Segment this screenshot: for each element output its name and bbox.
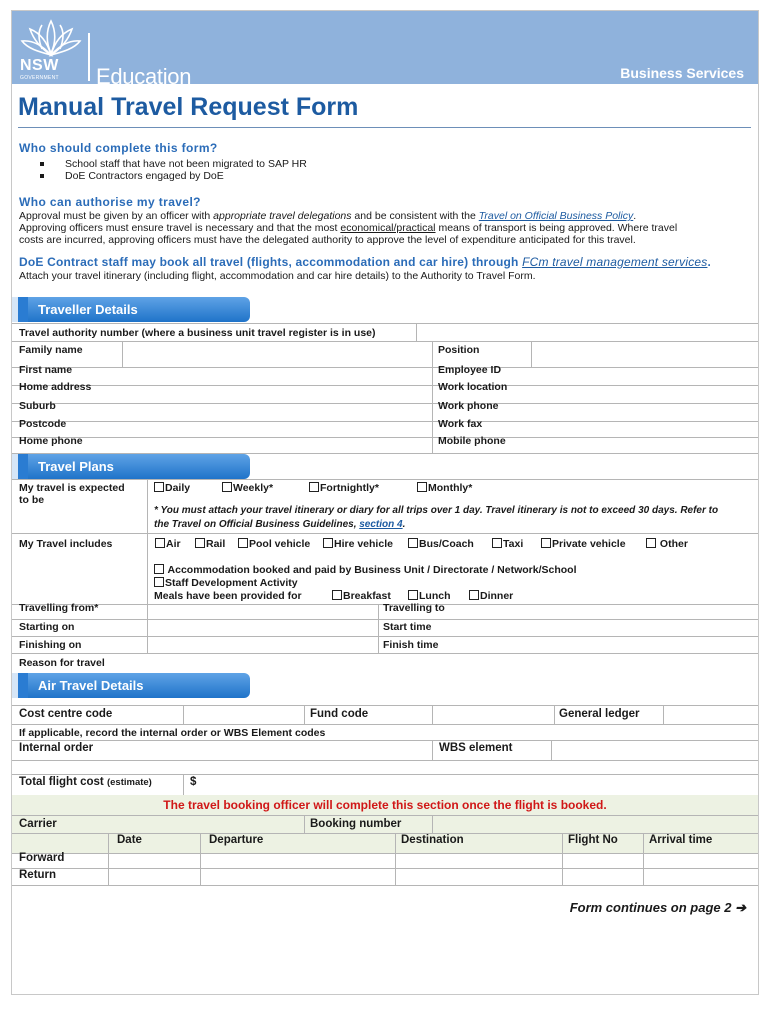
freq-daily[interactable]: Daily <box>154 482 190 494</box>
policy-link[interactable]: Travel on Official Business Policy <box>478 210 634 222</box>
mode-pool-vehicle[interactable]: Pool vehicle <box>238 538 310 550</box>
logo-government-text: GOVERNMENT <box>20 75 59 81</box>
freq-weekly[interactable]: Weekly* <box>222 482 273 494</box>
fcm-link[interactable]: FCm travel management services <box>522 255 708 269</box>
start-time-label: Start time <box>383 621 432 633</box>
work-location-label: Work location <box>438 381 508 393</box>
col-arrival-time: Arrival time <box>649 834 713 846</box>
carrier-label: Carrier <box>19 818 57 830</box>
bus-coach-checkbox[interactable] <box>408 538 418 548</box>
meal-breakfast[interactable]: Breakfast <box>332 590 391 602</box>
doe-contract-heading: DoE Contract staff may book all travel (flights, accommodation and car hire) through FCm travel management services. <box>19 255 712 269</box>
meals-label: Meals have been provided for <box>154 590 302 602</box>
home-address-label: Home address <box>19 381 92 393</box>
finish-time-label: Finish time <box>383 639 439 651</box>
return-label: Return <box>19 869 57 881</box>
breakfast-checkbox[interactable] <box>332 590 342 600</box>
authorise-paragraph: Approval must be given by an officer with appropriate travel delegations and be consistent with the Travel on Official Business Policy. Approving officers must ensure travel is necessary and that the most economical/practical means of transport is being approved. Where travel costs are incurred, approving officers must have the delegated authority to approve the level of expenditure anticipated for this travel. <box>19 210 678 246</box>
meal-lunch[interactable]: Lunch <box>408 590 451 602</box>
starting-on-label: Starting on <box>19 621 75 633</box>
logo-divider <box>88 33 90 81</box>
reason-label: Reason for travel <box>19 657 105 669</box>
travelling-from-label: Travelling from* <box>19 602 99 614</box>
accommodation-checkbox[interactable] <box>154 564 164 574</box>
authority-number-label: Travel authority number (where a business unit travel register is in use) <box>19 327 376 339</box>
logo-nsw-text: NSW <box>20 57 59 74</box>
internal-order-label: Internal order <box>19 742 94 754</box>
mode-private-vehicle[interactable]: Private vehicle <box>541 538 626 550</box>
page-title: Manual Travel Request Form <box>18 93 359 121</box>
taxi-checkbox[interactable] <box>492 538 502 548</box>
title-divider <box>18 127 751 128</box>
home-phone-label: Home phone <box>19 435 83 447</box>
weekly-checkbox[interactable] <box>222 482 232 492</box>
header-banner <box>12 11 758 89</box>
suburb-label: Suburb <box>19 400 56 412</box>
position-label: Position <box>438 344 480 356</box>
pool-vehicle-checkbox[interactable] <box>238 538 248 548</box>
col-destination: Destination <box>401 834 464 846</box>
form-continues-note: Form continues on page 2 ➔ <box>569 900 746 915</box>
col-date: Date <box>117 834 142 846</box>
mode-hire-vehicle[interactable]: Hire vehicle <box>323 538 393 550</box>
booking-number-label: Booking number <box>310 818 402 830</box>
itinerary-note-2: the Travel on Official Business Guidelines, section 4. <box>154 519 406 530</box>
first-name-label: First name <box>19 364 73 376</box>
air-travel-tab: Air Travel Details <box>12 673 250 698</box>
wbs-note: If applicable, record the internal order or WBS Element codes <box>19 727 326 739</box>
travel-plans-tab: Travel Plans <box>12 454 250 479</box>
col-departure: Departure <box>209 834 264 846</box>
doe-contract-text: Attach your travel itinerary (including flight, accommodation and car hire details) to the Authority to Travel Form. <box>19 270 536 282</box>
col-flight-no: Flight No <box>568 834 618 846</box>
dinner-checkbox[interactable] <box>469 590 479 600</box>
wbs-element-label: WBS element <box>439 742 513 754</box>
forward-label: Forward <box>19 852 65 864</box>
mode-taxi[interactable]: Taxi <box>492 538 523 550</box>
freq-fortnightly[interactable]: Fortnightly* <box>309 482 379 494</box>
fortnightly-checkbox[interactable] <box>309 482 319 492</box>
mode-other[interactable]: Other <box>646 538 688 550</box>
general-ledger-label: General ledger <box>559 708 640 720</box>
includes-label: My Travel includes <box>19 538 113 550</box>
monthly-checkbox[interactable] <box>417 482 427 492</box>
daily-checkbox[interactable] <box>154 482 164 492</box>
finishing-on-label: Finishing on <box>19 639 82 651</box>
dollar-sign: $ <box>190 776 197 788</box>
section-4-link[interactable]: section 4 <box>359 519 403 530</box>
business-services-label: Business Services <box>620 65 744 81</box>
booking-officer-note: The travel booking officer will complete this section once the flight is booked. <box>163 798 607 812</box>
logo-education-text: Education <box>96 64 192 89</box>
hire-vehicle-checkbox[interactable] <box>323 538 333 548</box>
travelling-to-label: Travelling to <box>383 602 445 614</box>
staff-development-checkbox[interactable] <box>154 577 164 587</box>
waratah-icon <box>20 19 82 57</box>
work-fax-label: Work fax <box>438 418 483 430</box>
nsw-education-logo <box>20 19 205 89</box>
lunch-checkbox[interactable] <box>408 590 418 600</box>
work-phone-label: Work phone <box>438 400 499 412</box>
mobile-phone-label: Mobile phone <box>438 435 506 447</box>
mode-air[interactable]: Air <box>155 538 181 550</box>
employee-id-label: Employee ID <box>438 364 502 376</box>
family-name-label: Family name <box>19 344 83 356</box>
air-checkbox[interactable] <box>155 538 165 548</box>
meal-dinner[interactable]: Dinner <box>469 590 513 602</box>
staff-development-option[interactable]: Staff Development Activity <box>154 577 298 589</box>
other-checkbox[interactable] <box>646 538 656 548</box>
form-page: NSW GOVERNMENT Education Business Services Manual Travel Request Form Who should complete this form? School staff that have not been migrated to SAP HR DoE Contractors engaged by DoE Who can authorise my travel? Approval must be given by an officer with appropriate travel delegations and be consistent with the Travel on Official Business Policy. Approving officers must ensure travel is necessary and that the most economical/practical means of transport is being approved. Where travel costs are incurred, approving officers must have the delegated authority to approve the level of expenditure anticipated for this travel. DoE Contract staff may book all travel (flights, accommodation and car hire) through FCm travel management services. Attach your travel itinerary (including flight, accommodation and car hire details) to the Authority to Travel Form. Traveller Details Travel authority number (where a business unit travel register is in use) Family name First name Home address Suburb Postcode Home phone Position Employee ID Work location Work phone Work fax Mobile phone Travel Plans My travel is expected to be Daily Weekly* Fortnightly* Monthly* * You must attach your travel itinerary or diary for all trips over 1 day. Travel itinerary is not to exceed 30 days. Refer to the Travel on Official Business Guidelines, section 4. My Travel includes Air Rail Pool vehicle Hire vehicle Bus/Coach Taxi Private vehicle Other Accommodation booked and paid by Business Unit / Directorate / Network/School Staff Development Activity Meals have been provided for Breakfast Lunch Dinner Travelling from* Travelling to Starting on Start time Finishing on Finish time Reason for travel Air Travel Details Cost centre code Fund code General ledger If applicable, record the internal order or WBS Element codes Internal order WBS element Total flight cost (estimate) $ The travel booking officer will complete this section once the flight is booked. Carrier Booking number Date Departure Destination Flight No Arrival time Forward Return Form continues on page 2 ➔ <box>11 10 759 995</box>
accommodation-option[interactable]: Accommodation booked and paid by Business Unit / Directorate / Network/School <box>154 564 577 576</box>
rail-checkbox[interactable] <box>195 538 205 548</box>
who-authorise-heading: Who can authorise my travel? <box>19 195 201 209</box>
itinerary-note-1: * You must attach your travel itinerary or diary for all trips over 1 day. Travel itinerary is not to exceed 30 days. Refer to <box>154 505 719 516</box>
postcode-label: Postcode <box>19 418 67 430</box>
mode-rail[interactable]: Rail <box>195 538 225 550</box>
mode-bus-coach[interactable]: Bus/Coach <box>408 538 474 550</box>
total-flight-cost-label: Total flight cost (estimate) <box>19 776 152 788</box>
private-vehicle-checkbox[interactable] <box>541 538 551 548</box>
expected-label: My travel is expected to be <box>19 482 125 506</box>
freq-monthly[interactable]: Monthly* <box>417 482 472 494</box>
traveller-details-tab: Traveller Details <box>12 297 250 322</box>
fund-code-label: Fund code <box>310 708 369 720</box>
who-complete-heading: Who should complete this form? <box>19 141 218 155</box>
cost-centre-label: Cost centre code <box>19 708 113 720</box>
